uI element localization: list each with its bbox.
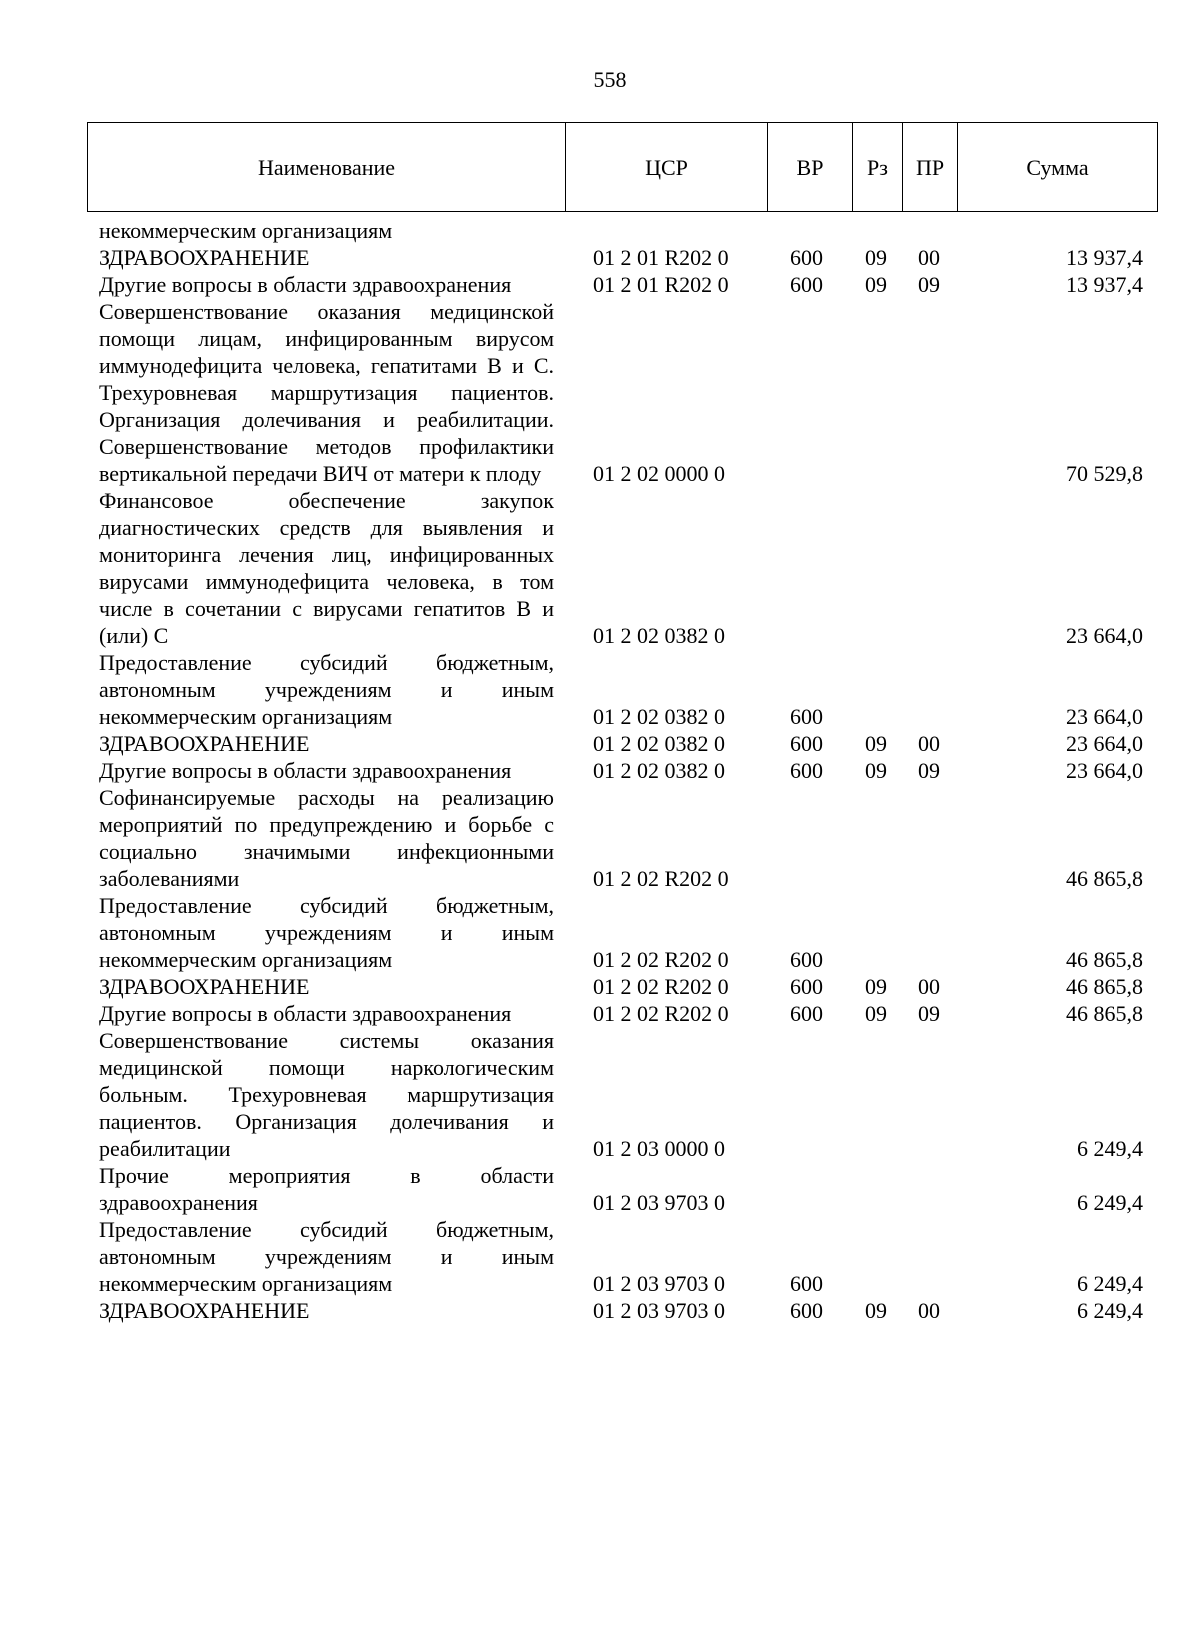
row-csr: 01 2 03 9703 0 xyxy=(593,1298,725,1323)
header-rz: Рз xyxy=(853,123,903,212)
row-vr: 600 xyxy=(790,1271,823,1296)
row-pr: 00 xyxy=(918,731,940,756)
row-name: ЗДРАВООХРАНЕНИЕ xyxy=(99,1298,310,1323)
row-csr: 01 2 02 0000 0 xyxy=(593,461,725,486)
row-sum: 23 664,0 xyxy=(1066,758,1143,783)
row-name: Софинансируемые расходы на реализацию мероприятий по предупреждению и борьбе с социально значимыми инфекционными заболеваниями xyxy=(99,785,554,891)
table-body xyxy=(0,217,1200,1324)
row-vr: 600 xyxy=(790,731,823,756)
row-pr: 00 xyxy=(918,245,940,270)
row-vr: 600 xyxy=(790,245,823,270)
table-row xyxy=(0,1216,1200,1297)
row-sum: 13 937,4 xyxy=(1066,245,1143,270)
row-pr: 09 xyxy=(918,1001,940,1026)
row-rz: 09 xyxy=(865,245,887,270)
row-name: некоммерческим организациям xyxy=(99,218,393,243)
row-name: Другие вопросы в области здравоохранения xyxy=(99,758,512,783)
table-row xyxy=(0,217,1200,244)
table-row xyxy=(0,298,1200,487)
table-row xyxy=(0,973,1200,1000)
header-pr: ПР xyxy=(903,123,958,212)
row-vr: 600 xyxy=(790,1001,823,1026)
row-vr: 600 xyxy=(790,947,823,972)
table-row xyxy=(0,784,1200,892)
row-sum: 23 664,0 xyxy=(1066,731,1143,756)
row-name: Совершенствование системы оказания медицинской помощи наркологическим больным. Трехуровневая маршрутизация пациентов. Организация долечивания и реабилитации xyxy=(99,1028,554,1161)
row-name: Предоставление субсидий бюджетным, автономным учреждениям и иным некоммерческим организациям xyxy=(99,1217,554,1296)
row-sum: 70 529,8 xyxy=(1066,461,1143,486)
table-row xyxy=(0,892,1200,973)
row-csr: 01 2 02 R202 0 xyxy=(593,947,729,972)
row-rz: 09 xyxy=(865,758,887,783)
row-sum: 6 249,4 xyxy=(1077,1136,1143,1161)
row-name: Предоставление субсидий бюджетным, автономным учреждениям и иным некоммерческим организациям xyxy=(99,893,554,972)
row-name: ЗДРАВООХРАНЕНИЕ xyxy=(99,245,310,270)
page-number: 558 xyxy=(593,67,627,92)
row-name: Другие вопросы в области здравоохранения xyxy=(99,272,512,297)
row-rz: 09 xyxy=(865,731,887,756)
header-sum: Сумма xyxy=(958,123,1158,212)
row-pr: 09 xyxy=(918,758,940,783)
row-csr: 01 2 03 0000 0 xyxy=(593,1136,725,1161)
row-csr: 01 2 03 9703 0 xyxy=(593,1271,725,1296)
table-row xyxy=(0,649,1200,730)
table-row xyxy=(0,271,1200,298)
table-row xyxy=(0,1297,1200,1324)
row-sum: 46 865,8 xyxy=(1066,947,1143,972)
row-csr: 01 2 02 R202 0 xyxy=(593,1001,729,1026)
row-vr: 600 xyxy=(790,974,823,999)
table-row xyxy=(0,487,1200,649)
row-sum: 6 249,4 xyxy=(1077,1271,1143,1296)
row-sum: 23 664,0 xyxy=(1066,704,1143,729)
row-csr: 01 2 01 R202 0 xyxy=(593,245,729,270)
row-vr: 600 xyxy=(790,758,823,783)
row-sum: 23 664,0 xyxy=(1066,623,1143,648)
row-pr: 00 xyxy=(918,974,940,999)
row-name: Другие вопросы в области здравоохранения xyxy=(99,1001,512,1026)
row-sum: 46 865,8 xyxy=(1066,974,1143,999)
row-name: Финансовое обеспечение закупок диагностических средств для выявления и мониторинга лечения лиц, инфицированных вирусами иммунодефицита человека, в том числе в сочетании с вирусами гепатитов В и (или) С xyxy=(99,488,554,648)
row-sum: 6 249,4 xyxy=(1077,1298,1143,1323)
row-name: Прочие мероприятия в области здравоохранения xyxy=(99,1163,554,1215)
table-row xyxy=(0,1000,1200,1027)
row-vr: 600 xyxy=(790,1298,823,1323)
row-csr: 01 2 02 0382 0 xyxy=(593,731,725,756)
row-pr: 00 xyxy=(918,1298,940,1323)
row-sum: 46 865,8 xyxy=(1066,866,1143,891)
table-row xyxy=(0,1162,1200,1216)
row-csr: 01 2 02 R202 0 xyxy=(593,866,729,891)
row-rz: 09 xyxy=(865,1298,887,1323)
header-csr: ЦСР xyxy=(566,123,768,212)
row-rz: 09 xyxy=(865,272,887,297)
row-vr: 600 xyxy=(790,272,823,297)
row-rz: 09 xyxy=(865,1001,887,1026)
row-sum: 6 249,4 xyxy=(1077,1190,1143,1215)
header-vr: ВР xyxy=(768,123,853,212)
row-rz: 09 xyxy=(865,974,887,999)
row-sum: 13 937,4 xyxy=(1066,272,1143,297)
row-csr: 01 2 02 0382 0 xyxy=(593,704,725,729)
row-csr: 01 2 01 R202 0 xyxy=(593,272,729,297)
table-row xyxy=(0,1027,1200,1162)
row-name: ЗДРАВООХРАНЕНИЕ xyxy=(99,974,310,999)
row-name: ЗДРАВООХРАНЕНИЕ xyxy=(99,731,310,756)
row-name: Совершенствование оказания медицинской помощи лицам, инфицированным вирусом иммунодефицита человека, гепатитами В и С. Трехуровневая маршрутизация пациентов. Организация долечивания и реабилитации. Совершенствование методов профилактики вертикальной передачи ВИЧ от матери к плоду xyxy=(99,299,554,486)
row-csr: 01 2 02 0382 0 xyxy=(593,758,725,783)
table-row xyxy=(0,244,1200,271)
row-pr: 09 xyxy=(918,272,940,297)
table-row xyxy=(0,730,1200,757)
row-vr: 600 xyxy=(790,704,823,729)
row-csr: 01 2 02 R202 0 xyxy=(593,974,729,999)
row-csr: 01 2 03 9703 0 xyxy=(593,1190,725,1215)
row-csr: 01 2 02 0382 0 xyxy=(593,623,725,648)
table-header xyxy=(87,122,1158,212)
row-sum: 46 865,8 xyxy=(1066,1001,1143,1026)
header-name: Наименование xyxy=(88,123,566,212)
row-name: Предоставление субсидий бюджетным, автономным учреждениям и иным некоммерческим организациям xyxy=(99,650,554,729)
table-row xyxy=(0,757,1200,784)
